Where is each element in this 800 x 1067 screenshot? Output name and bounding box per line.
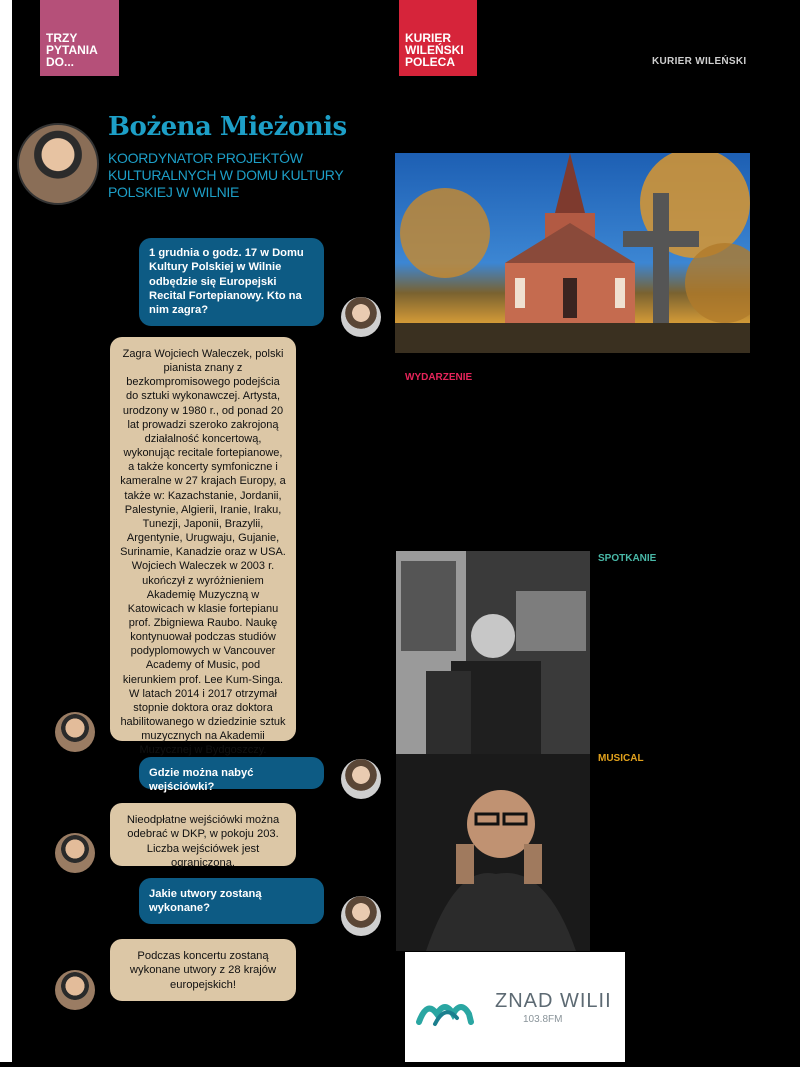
section-tag: TRZY PYTANIA DO...	[40, 0, 119, 76]
answer-bubble-2: Nieodpłatne wejściówki można odebrać w DKP, w pokoju 203. Liczba wejściówek jest ograniczona.	[110, 803, 296, 866]
question-bubble-3: Jakie utwory zostaną wykonane?	[139, 878, 324, 924]
person-role: KOORDYNATOR PROJEKTÓW KULTURALNYCH W DOMU KULTURY POLSKIEJ W WILNIE	[108, 150, 344, 200]
left-edge-strip	[0, 0, 12, 1062]
person-name: Bożena Mieżonis	[108, 112, 347, 142]
answer-bubble-1: Zagra Wojciech Waleczek, polski pianista znany z bezkompromisowego podejścia do sztuki wykonawczej. Artysta, urodzony w 1980 r., od ponad 20 lat prowadzi szeroko zakrojoną działalność koncertową, wykonując recitale fortepianowe, a także koncerty symfoniczne i kameralne w 27 krajach Europy, a także w: Kazachstanie, Jordanii, Palestynie, Algierii, Iranie, Iraku, Tunezji, Japonii, Brazylii, Argentynie, Urugwaju, Gujanie, Surinamie, Kanadzie oraz w USA. Wojciech Waleczek w 2003 r. ukończył z wyróżnieniem Akademię Muzyczną w Katowicach w klasie fortepianu prof. Zbigniewa Raubo. Naukę kontynuował podczas studiów podyplomowych w Vancouver Academy of Music, pod kierunkiem prof. Lee Kum-Singa. W latach 2014 i 2017 otrzymał stopnie doktora oraz doktora habilitowanego w dziedzinie sztuk muzycznych na Akademii Muzycznej w Bydgoszczy.	[110, 337, 296, 741]
interviewee-avatar-small	[55, 970, 95, 1010]
musical-label: MUSICAL	[598, 753, 644, 764]
interviewee-avatar-small	[55, 833, 95, 873]
interviewer-avatar	[341, 759, 381, 799]
question-bubble-1: 1 grudnia o godz. 17 w Domu Kultury Polskiej w Wilnie odbędzie się Europejski Recital Fortepianowy. Kto na nim zagra?	[139, 238, 324, 326]
interviewer-avatar	[341, 896, 381, 936]
interviewee-avatar-small	[55, 712, 95, 752]
radio-name: ZNAD WILII	[495, 990, 612, 1012]
musical-illustration	[396, 754, 590, 951]
meeting-label: SPOTKANIE	[598, 553, 657, 564]
meeting-illustration	[396, 551, 590, 754]
radio-frequency: 103.8FM	[523, 1014, 563, 1025]
interviewer-avatar	[341, 297, 381, 337]
church-illustration	[395, 153, 750, 353]
question-bubble-2: Gdzie można nabyć wejściówki?	[139, 757, 324, 789]
church-photo	[395, 153, 750, 353]
interviewee-avatar	[17, 123, 99, 205]
radio-ad	[405, 952, 625, 1062]
masthead: KURIER WILEŃSKI	[652, 56, 747, 67]
meeting-photo	[396, 551, 590, 754]
event-label: WYDARZENIE	[405, 372, 473, 383]
answer-bubble-3: Podczas koncertu zostaną wykonane utwory z 28 krajów europejskich!	[110, 939, 296, 1001]
promo-tag: KURIER WILEŃSKI POLECA	[399, 0, 477, 76]
musical-photo	[396, 754, 590, 951]
